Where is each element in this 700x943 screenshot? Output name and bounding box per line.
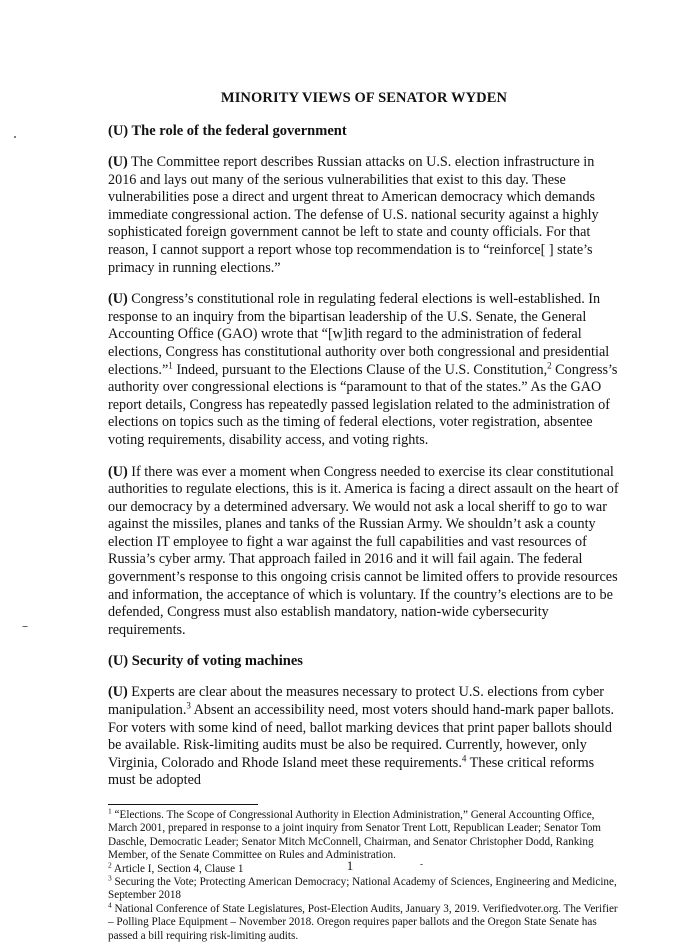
section-heading: (U) Security of voting machines (108, 653, 303, 670)
paragraph-text: Absent an accessibility need, most voters should hand-mark paper ballots. For voters with some kind of need, ballot marking devices that print paper ballots should be available. Risk-limiting audits must be also be required. Currently, however, only Virginia, Colorado and Rhode Island meet these requirements. (108, 702, 615, 771)
footnote-number: 4 (108, 900, 112, 910)
body-paragraph (108, 154, 620, 277)
footnote (108, 873, 620, 903)
footnotes (108, 806, 620, 943)
body-paragraph (108, 291, 620, 449)
paragraph-text: These critical reforms must be adopted (108, 754, 595, 789)
body-paragraph (108, 684, 620, 790)
footnote-number: 3 (108, 873, 112, 883)
classification-marking: (U) (108, 154, 128, 170)
footnote-text: “Elections. The Scope of Congressional Authority in Election Administration,” General Accounting Office, March 2001, prepared in response to a joint inquiry from Senator Trent Lott, Republican Leader; Senator Tom Daschle, Democratic Leader; Senator Mitch McConnell, Chairman, and Senator Christopher Dodd, Ranking Member, of the Senate Committee on Rules and Administration. (108, 809, 602, 862)
footnote-reference: 2 (547, 359, 552, 370)
footnote (108, 806, 620, 863)
footnote-number: 2 (108, 859, 112, 869)
footnote-text: Article I, Section 4, Clause 1 (111, 862, 244, 875)
footnote-separator (108, 804, 258, 805)
classification-marking: (U) (108, 684, 128, 701)
scan-speck (22, 626, 28, 627)
footnote (108, 900, 620, 943)
scan-speck (420, 864, 423, 865)
scan-speck (14, 136, 16, 138)
paragraph-text: Indeed, pursuant to the Elections Clause of the U.S. Constitution, (172, 361, 548, 378)
page-number: 1 (346, 858, 354, 873)
paragraph-text: Congress’s constitutional role in regulating federal elections is well-established. In response to an inquiry from the bipartisan leadership of the U.S. Senate, the General Accounting Office (GAO) wrote that “[w]ith regard to the administration of federal elections, Congress has constitutional authority over both congressional and presidential elections.” (108, 291, 610, 378)
footnote-text: Securing the Vote; Protecting American Democracy; National Academy of Sciences, Engineering and Medicine, September 2018 (108, 876, 617, 902)
footnote-reference: 3 (186, 700, 191, 711)
footnote-text: National Conference of State Legislatures, Post-Election Audits, January 3, 2019. Verifiedvoter.org. The Verifier – Polling Place Equipment – November 2018. Oregon requires paper ballots and the Oregon State Senate has passed a bill requiring risk-limiting audits. (108, 902, 618, 942)
footnote-number: 1 (108, 806, 112, 816)
document-body (108, 123, 620, 790)
paragraph-text: Experts are clear about the measures necessary to protect U.S. elections from cyber manipulation. (108, 684, 604, 719)
classification-marking: (U) (108, 291, 128, 308)
paragraph-text: Congress’s authority over congressional elections is “paramount to that of the states.” As the GAO report details, Congress has repeatedly passed legislation related to the administration of elections on topics such as the timing of federal elections, voter registration, absentee voting requirements, disability access, and voting rights. (108, 361, 618, 448)
paragraph-text: If there was ever a moment when Congress needed to exercise its clear constitutional authorities to regulate elections, this is it. America is facing a direct assault on the heart of our democracy by a determined adversary. We would not ask a local sheriff to go to war against the missiles, planes and tanks of the Russian Army. We shouldn’t ask a county election IT employee to fight a war against the full capabilities and vast resources of Russia’s cyber army. That approach failed in 2016 and it will fail again. The federal government’s response to this ongoing crisis cannot be limited offers to provide resources and information, the acceptance of which is voluntary. If the country’s elections are to be defended, Congress must also establish mandatory, nation-wide cybersecurity requirements. (108, 463, 619, 638)
section-heading: (U) The role of the federal government (108, 123, 347, 139)
document-title: MINORITY VIEWS OF SENATOR WYDEN (220, 90, 508, 106)
paragraph-text: The Committee report describes Russian attacks on U.S. election infrastructure in 2016 and lays out many of the serious vulnerabilities that exist to this day. These vulnerabilities pose a direct and urgent threat to American democracy which demands immediate congressional action. The defense of U.S. national security against a highly sophisticated foreign government cannot be left to state and county officials. For that reason, I cannot support a report whose top recommendation is to “reinforce[ ] state’s primacy in running elections.” (108, 154, 599, 276)
body-paragraph (108, 464, 620, 640)
footnote-reference: 4 (461, 753, 467, 764)
footnote-reference: 1 (168, 359, 173, 370)
classification-marking: (U) (108, 463, 128, 480)
